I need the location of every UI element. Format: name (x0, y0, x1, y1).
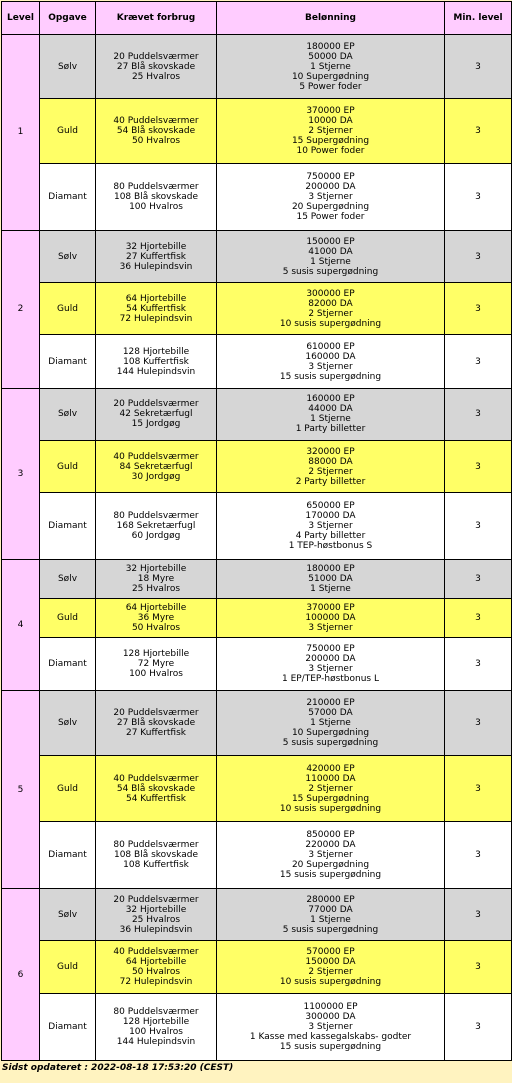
reward-line: 320000 EP (306, 446, 355, 457)
reward-line: 10 Supergødning (291, 71, 370, 82)
table-row (2, 941, 512, 993)
task-cell: Sølv (40, 889, 96, 941)
cost-line: 50 Hvalros (131, 135, 181, 146)
reward-line: 170000 DA (305, 510, 356, 521)
task-cell: Guld (40, 440, 96, 492)
cost-cell (96, 598, 217, 637)
reward-line: 10 Supergødning (291, 728, 370, 739)
reward-line: 10 Power foder (296, 145, 365, 156)
cost-cell (96, 559, 217, 598)
level-cell: 5 (2, 691, 40, 889)
cost-line: 36 Hulepindsvin (119, 924, 193, 935)
reward-line: 180000 EP (306, 563, 355, 574)
cost-line: 100 Hvalros (129, 201, 183, 212)
task-cell: Guld (40, 99, 96, 163)
reward-line: 1 TEP-høstbonus S (288, 540, 373, 551)
cost-line: 84 Sekretærfugl (119, 461, 193, 472)
reward-line: 420000 EP (306, 763, 355, 774)
task-cell: Sølv (40, 691, 96, 756)
table-row (2, 993, 512, 1060)
table-row (2, 163, 512, 230)
table-row (2, 598, 512, 637)
cost-line: 64 Hjortebille (125, 956, 187, 967)
table-row (2, 335, 512, 388)
cost-line: 72 Hulepindsvin (119, 976, 193, 987)
reward-line: 10 susis supergødning (279, 318, 382, 329)
reward-line: 1 Stjerne (310, 914, 351, 925)
cost-cell (96, 388, 217, 440)
min-level-cell: 3 (445, 598, 512, 637)
reward-line: 2 Party billetter (295, 476, 366, 487)
reward-line: 2 Stjerner (308, 966, 353, 977)
reward-line: 1 Kasse med kassegalskabs- godter (249, 1031, 412, 1042)
task-cell: Diamant (40, 821, 96, 888)
reward-line: 210000 EP (306, 698, 355, 709)
task-cell: Diamant (40, 637, 96, 690)
task-cell: Diamant (40, 993, 96, 1060)
reward-line: 41000 DA (308, 246, 353, 257)
table-row (2, 99, 512, 163)
reward-line: 370000 EP (306, 105, 355, 116)
reward-cell (217, 889, 445, 941)
table-row (2, 493, 512, 559)
reward-line: 10 susis supergødning (279, 976, 382, 987)
reward-line: 1 Stjerne (310, 256, 351, 267)
cost-line: 40 Puddelsværmer (113, 773, 199, 784)
reward-line: 77000 DA (308, 904, 353, 915)
reward-line: 1 EP/TEP-høstbonus L (281, 674, 379, 684)
cost-line: 64 Hjortebille (125, 293, 187, 304)
table-row (2, 821, 512, 888)
table-row (2, 637, 512, 690)
cost-line: 108 Kuffertfisk (123, 356, 189, 367)
reward-line: 82000 DA (308, 298, 353, 309)
min-level-cell: 3 (445, 889, 512, 941)
cost-cell (96, 637, 217, 690)
level-cell: 1 (2, 35, 40, 231)
task-cell: Diamant (40, 335, 96, 388)
min-level-cell: 3 (445, 493, 512, 559)
reward-line: 110000 DA (305, 773, 356, 784)
min-level-cell: 3 (445, 99, 512, 163)
reward-line: 200000 DA (305, 654, 356, 664)
task-cell: Sølv (40, 388, 96, 440)
cost-line: 72 Hulepindsvin (119, 313, 193, 324)
reward-line: 1 Stjerne (310, 414, 351, 425)
task-cell: Guld (40, 941, 96, 993)
cost-cell (96, 493, 217, 559)
reward-line: 610000 EP (306, 341, 355, 352)
min-level-cell: 3 (445, 559, 512, 598)
reward-line: 750000 EP (306, 171, 355, 182)
cost-line: 64 Hjortebille (125, 602, 187, 613)
reward-cell (217, 230, 445, 282)
reward-cell (217, 163, 445, 230)
reward-cell (217, 598, 445, 637)
min-level-cell: 3 (445, 283, 512, 335)
reward-line: 300000 DA (305, 1011, 356, 1022)
table-row (2, 559, 512, 598)
min-level-cell: 3 (445, 388, 512, 440)
reward-line: 10 susis supergødning (279, 803, 382, 814)
reward-cell (217, 35, 445, 99)
reward-line: 1 Party billetter (295, 424, 366, 435)
cost-line: 30 Jordgøg (131, 471, 181, 482)
header-reward: Belønning (217, 2, 445, 35)
cost-line: 25 Hvalros (131, 71, 181, 82)
reward-line: 370000 EP (306, 602, 355, 613)
min-level-cell: 3 (445, 756, 512, 821)
reward-line: 160000 EP (306, 394, 355, 405)
cost-cell (96, 99, 217, 163)
reward-line: 300000 EP (306, 288, 355, 299)
reward-line: 100000 DA (305, 612, 356, 623)
cost-line: 25 Hvalros (131, 914, 181, 925)
reward-line: 88000 DA (308, 456, 353, 467)
task-cell: Guld (40, 283, 96, 335)
cost-line: 50 Hvalros (131, 966, 181, 977)
reward-line: 15 Power foder (296, 211, 365, 222)
reward-cell (217, 493, 445, 559)
header-level: Level (2, 2, 40, 35)
cost-line: 50 Hvalros (131, 622, 181, 633)
table-row (2, 889, 512, 941)
reward-cell (217, 821, 445, 888)
reward-cell (217, 993, 445, 1060)
cost-line: 80 Puddelsværmer (113, 1006, 199, 1017)
cost-cell (96, 691, 217, 756)
min-level-cell: 3 (445, 440, 512, 492)
cost-line: 20 Puddelsværmer (113, 51, 199, 62)
cost-line: 128 Hjortebille (122, 1016, 190, 1027)
min-level-cell: 3 (445, 993, 512, 1060)
cost-line: 32 Hjortebille (125, 904, 187, 915)
reward-line: 4 Party billetter (295, 530, 366, 541)
cost-line: 36 Hulepindsvin (119, 261, 193, 272)
min-level-cell: 3 (445, 335, 512, 388)
reward-line: 57000 DA (308, 708, 353, 719)
cost-line: 100 Hvalros (129, 669, 183, 679)
cost-line: 27 Kuffertfisk (125, 251, 186, 262)
reward-line: 15 susis supergødning (279, 371, 382, 382)
level-cell: 4 (2, 559, 40, 691)
level-cell: 6 (2, 889, 40, 1061)
reward-cell (217, 99, 445, 163)
reward-line: 2 Stjerner (308, 466, 353, 477)
reward-cell (217, 756, 445, 821)
cost-line: 108 Kuffertfisk (123, 859, 189, 870)
cost-line: 128 Hjortebille (122, 346, 190, 357)
reward-cell (217, 691, 445, 756)
task-cell: Diamant (40, 163, 96, 230)
reward-line: 5 Power foder (299, 81, 362, 92)
reward-line: 1 Stjerne (310, 583, 351, 594)
reward-line: 15 susis supergødning (279, 1041, 382, 1052)
table-row (2, 35, 512, 99)
reward-cell (217, 440, 445, 492)
min-level-cell: 3 (445, 163, 512, 230)
reward-line: 2 Stjerner (308, 125, 353, 136)
header-task: Opgave (40, 2, 96, 35)
cost-cell (96, 440, 217, 492)
table-row (2, 440, 512, 492)
reward-cell (217, 559, 445, 598)
cost-line: 54 Blå skovskade (116, 783, 196, 794)
cost-cell (96, 335, 217, 388)
reward-line: 2 Stjerner (308, 308, 353, 319)
cost-line: 108 Blå skovskade (113, 849, 198, 860)
reward-line: 5 susis supergødning (282, 266, 379, 277)
task-cell: Guld (40, 756, 96, 821)
cost-line: 42 Sekretærfugl (119, 409, 193, 420)
min-level-cell: 3 (445, 35, 512, 99)
cost-line: 25 Hvalros (131, 583, 181, 594)
cost-cell (96, 756, 217, 821)
reward-line: 160000 DA (305, 351, 356, 362)
last-updated: Sidst opdateret : 2022-08-18 17:53:20 (CEST) (2, 1063, 234, 1073)
reward-line: 280000 EP (306, 894, 355, 905)
reward-line: 3 Stjerner (308, 664, 353, 674)
reward-cell (217, 335, 445, 388)
reward-cell (217, 941, 445, 993)
task-cell: Guld (40, 598, 96, 637)
table-row (2, 691, 512, 756)
quest-table (1, 1, 512, 1061)
reward-line: 850000 EP (306, 829, 355, 840)
reward-line: 180000 EP (306, 41, 355, 52)
reward-line: 15 susis supergødning (279, 869, 382, 880)
cost-line: 40 Puddelsværmer (113, 946, 199, 957)
reward-line: 51000 DA (308, 573, 353, 584)
task-cell: Diamant (40, 493, 96, 559)
header-cost: Krævet forbrug (96, 2, 217, 35)
table-row (2, 230, 512, 282)
min-level-cell: 3 (445, 637, 512, 690)
reward-line: 3 Stjerner (308, 361, 353, 372)
reward-line: 20 Supergødning (291, 859, 370, 870)
reward-line: 50000 DA (308, 51, 353, 62)
reward-line: 2 Stjerner (308, 783, 353, 794)
reward-cell (217, 388, 445, 440)
cost-line: 80 Puddelsværmer (113, 181, 199, 192)
reward-line: 1100000 EP (303, 1001, 358, 1012)
cost-cell (96, 889, 217, 941)
cost-line: 32 Hjortebille (125, 563, 187, 574)
quest-table-body (2, 35, 512, 1061)
cost-line: 15 Jordgøg (131, 419, 181, 430)
table-row (2, 283, 512, 335)
cost-line: 100 Hvalros (129, 1026, 183, 1037)
reward-line: 1 Stjerne (310, 61, 351, 72)
reward-line: 5 susis supergødning (282, 738, 379, 749)
reward-line: 3 Stjerner (308, 849, 353, 860)
cost-cell (96, 163, 217, 230)
cost-line: 72 Myre (137, 659, 175, 669)
reward-line: 570000 EP (306, 946, 355, 957)
reward-line: 150000 DA (305, 956, 356, 967)
reward-cell (217, 637, 445, 690)
reward-line: 150000 EP (306, 236, 355, 247)
min-level-cell: 3 (445, 691, 512, 756)
cost-line: 168 Sekretærfugl (116, 520, 196, 531)
reward-line: 15 Supergødning (291, 135, 370, 146)
task-cell: Sølv (40, 559, 96, 598)
cost-line: 144 Hulepindsvin (116, 1036, 196, 1047)
reward-line: 200000 DA (305, 181, 356, 192)
header-min-level: Min. level (445, 2, 512, 35)
task-cell: Sølv (40, 35, 96, 99)
reward-line: 3 Stjerner (308, 1021, 353, 1032)
task-cell: Sølv (40, 230, 96, 282)
header-row (2, 2, 512, 35)
cost-line: 32 Hjortebille (125, 241, 187, 252)
cost-line: 54 Kuffertfisk (125, 793, 186, 804)
min-level-cell: 3 (445, 821, 512, 888)
cost-line: 60 Jordgøg (131, 530, 181, 541)
reward-line: 20 Supergødning (291, 201, 370, 212)
reward-line: 750000 EP (306, 644, 355, 654)
cost-line: 27 Blå skovskade (116, 718, 196, 729)
cost-cell (96, 283, 217, 335)
cost-cell (96, 35, 217, 99)
cost-line: 54 Blå skovskade (116, 125, 196, 136)
cost-line: 40 Puddelsværmer (113, 115, 199, 126)
cost-line: 128 Hjortebille (122, 649, 190, 659)
cost-line: 144 Hulepindsvin (116, 366, 196, 377)
cost-line: 27 Blå skovskade (116, 61, 196, 72)
cost-line: 54 Kuffertfisk (125, 303, 186, 314)
table-row (2, 756, 512, 821)
reward-line: 15 Supergødning (291, 793, 370, 804)
reward-line: 3 Stjerner (308, 520, 353, 531)
cost-line: 36 Myre (137, 612, 175, 623)
reward-line: 1 Stjerne (310, 718, 351, 729)
cost-line: 20 Puddelsværmer (113, 894, 199, 905)
reward-line: 10000 DA (308, 115, 353, 126)
reward-line: 5 susis supergødning (282, 924, 379, 935)
reward-line: 650000 EP (306, 500, 355, 511)
cost-cell (96, 993, 217, 1060)
cost-line: 20 Puddelsværmer (113, 708, 199, 719)
cost-line: 80 Puddelsværmer (113, 510, 199, 521)
reward-line: 220000 DA (305, 839, 356, 850)
cost-cell (96, 941, 217, 993)
reward-cell (217, 283, 445, 335)
min-level-cell: 3 (445, 941, 512, 993)
table-row (2, 388, 512, 440)
level-cell: 2 (2, 230, 40, 388)
cost-line: 27 Kuffertfisk (125, 728, 186, 739)
cost-cell (96, 821, 217, 888)
cost-cell (96, 230, 217, 282)
reward-line: 3 Stjerner (308, 622, 353, 633)
cost-line: 20 Puddelsværmer (113, 399, 199, 410)
level-cell: 3 (2, 388, 40, 559)
cost-line: 80 Puddelsværmer (113, 839, 199, 850)
cost-line: 18 Myre (137, 573, 175, 584)
reward-line: 44000 DA (308, 404, 353, 415)
cost-line: 108 Blå skovskade (113, 191, 198, 202)
cost-line: 40 Puddelsværmer (113, 451, 199, 462)
min-level-cell: 3 (445, 230, 512, 282)
reward-line: 3 Stjerner (308, 191, 353, 202)
